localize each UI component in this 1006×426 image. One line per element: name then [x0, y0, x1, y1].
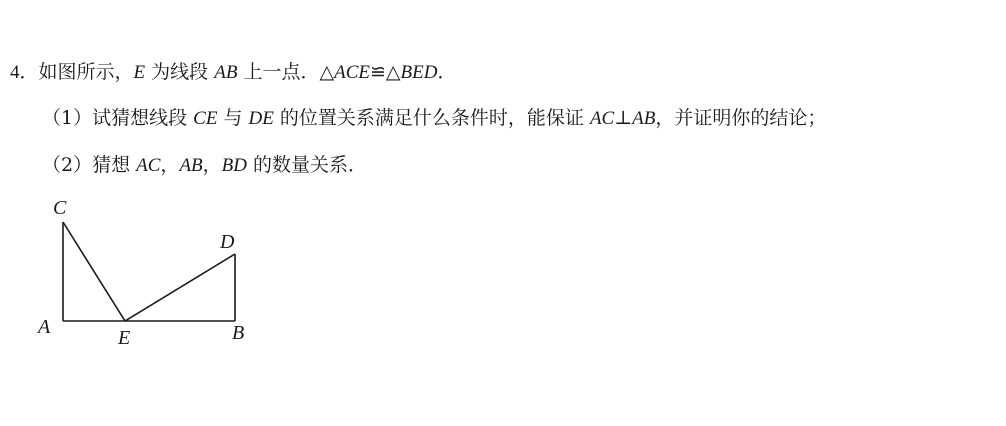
var-ac: AC	[589, 108, 615, 129]
var-ace: ACE	[334, 62, 370, 83]
triangle-symbol: △	[385, 61, 401, 83]
stem-text-3: 上一点．△	[237, 61, 335, 83]
congruent-symbol: ≌	[370, 61, 386, 83]
separator-2: ，	[202, 154, 222, 176]
var-bed: BED	[400, 62, 438, 83]
part-1-text-4: ，并证明你的结论；	[655, 107, 827, 129]
part-2-text-1: 猜想	[92, 154, 137, 176]
var-ac-2: AC	[136, 155, 161, 176]
var-de: DE	[248, 108, 274, 129]
perp-symbol: ⊥	[614, 107, 633, 129]
segment-ce	[63, 222, 125, 321]
var-ab-3: AB	[179, 155, 203, 176]
var-ce: CE	[193, 108, 218, 129]
part-1-text-3: 的位置关系满足什么条件时，能保证	[273, 107, 590, 129]
var-e: E	[133, 62, 146, 83]
var-bd: BD	[221, 155, 247, 176]
separator-1: ，	[160, 154, 180, 176]
var-ab: AB	[214, 62, 238, 83]
question-number: 4．	[10, 62, 39, 83]
label-a: A	[38, 316, 51, 338]
stem-end: ．	[437, 61, 457, 83]
var-ab-2: AB	[632, 108, 656, 129]
label-c: C	[53, 197, 67, 219]
part-2-text-2: 的数量关系．	[247, 154, 368, 176]
part-1-text-2: 与	[217, 107, 249, 129]
label-e: E	[118, 327, 131, 349]
stem-text-2: 为线段	[145, 61, 215, 83]
part-1-text-1: 试猜想线段	[92, 107, 194, 129]
part-1-label: （1）	[42, 107, 93, 129]
part-2-label: （2）	[42, 154, 93, 176]
label-b: B	[232, 322, 245, 344]
segment-ed	[125, 254, 235, 321]
stem-text-1: 如图所示，	[38, 61, 134, 83]
label-d: D	[220, 231, 235, 253]
